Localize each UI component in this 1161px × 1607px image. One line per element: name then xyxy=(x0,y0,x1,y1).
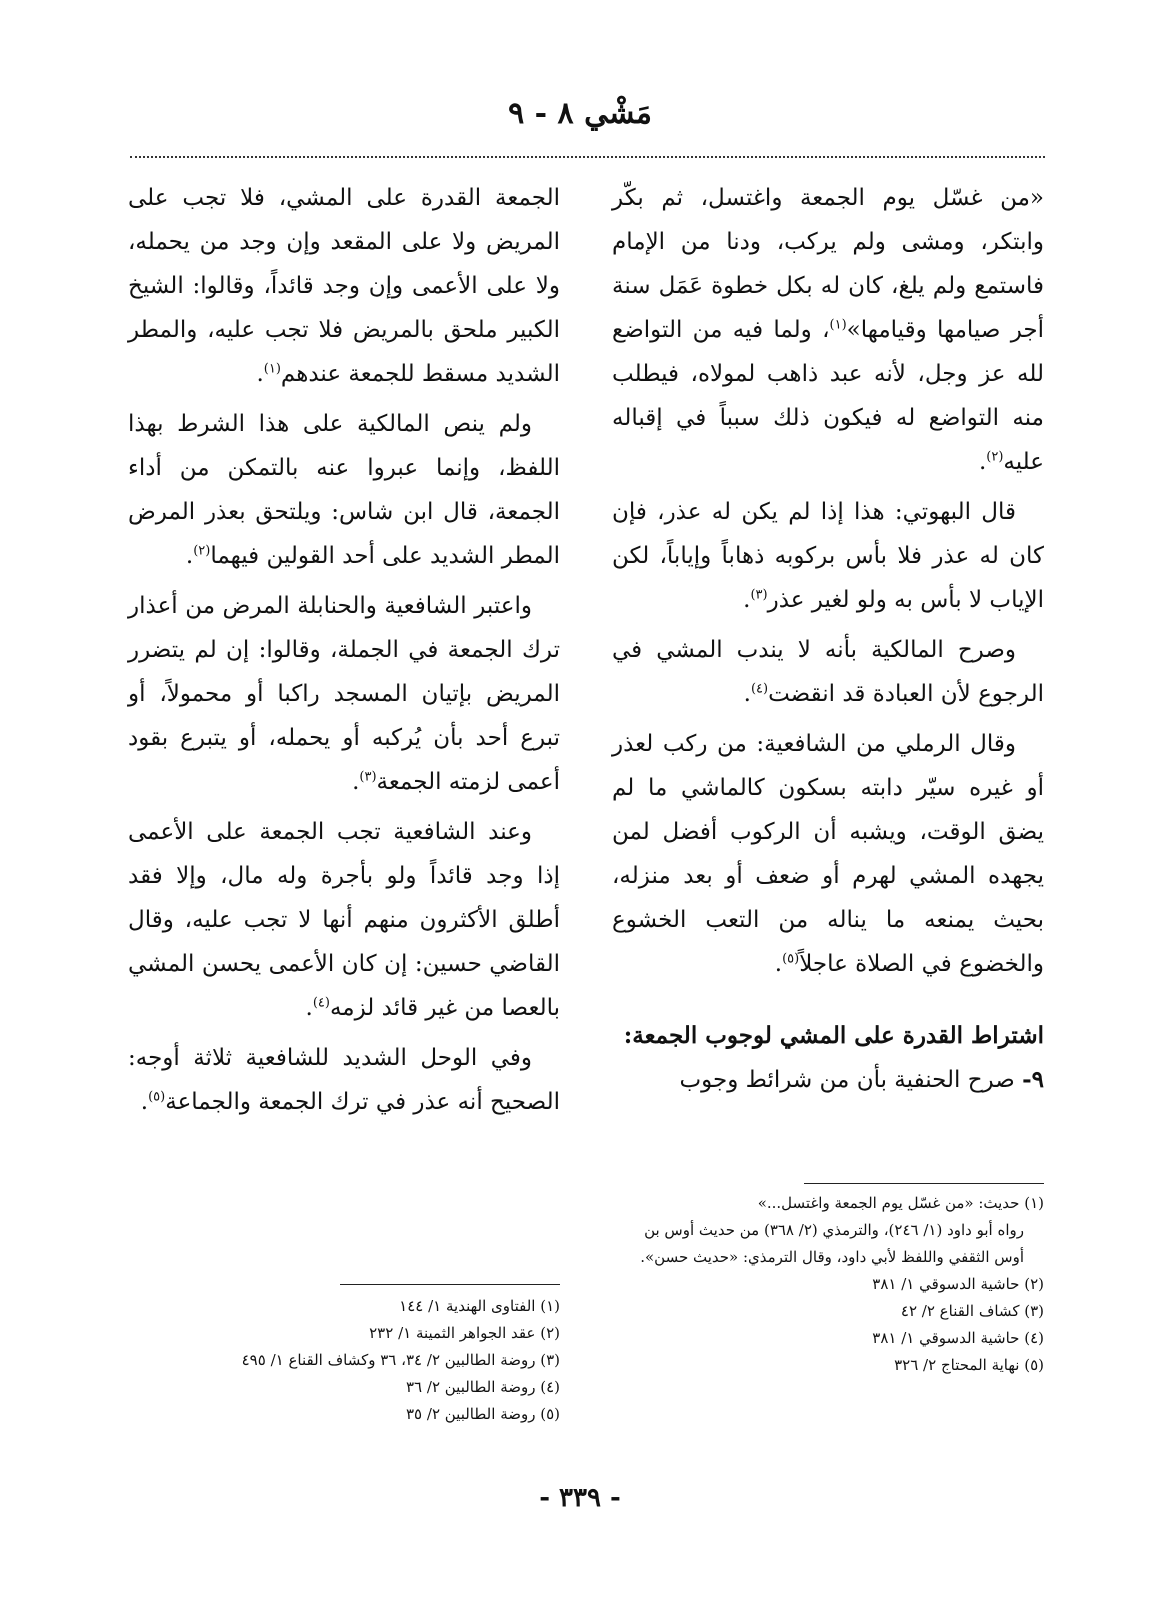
footnote: (٥) روضة الطالبين ٢/ ٣٥ xyxy=(405,1405,560,1423)
footnote: (٣) روضة الطالبين ٢/ ٣٤، ٣٦ وكشاف القناع ١/ ٤٩٥ xyxy=(241,1351,560,1369)
footnote-ref: (٣) xyxy=(750,587,768,603)
footnote: (٢) حاشية الدسوقي ١/ ٣٨١ xyxy=(872,1275,1044,1293)
section-heading xyxy=(612,1014,1044,1058)
footnotes-right xyxy=(612,1190,1044,1379)
paragraph-text: وعند الشافعية تجب الجمعة على الأعمى إذا وجد قائداً ولو بأجرة وله مال، وإلا فقد أطلق الأكثرون منهم أنها لا تجب عليه، وقال القاضي حسين: إن كان الأعمى يحسن المشي بالعصا من غير قائد لزمه xyxy=(128,819,560,1021)
paragraph-text: قال البهوتي: هذا إذا لم يكن له عذر، فإن كان له عذر فلا بأس بركوبه ذهاباً وإياباً، لكن الإياب لا بأس به ولو لغير عذر xyxy=(612,499,1044,613)
footnote-ref: (٥) xyxy=(148,1089,166,1105)
footnote-ref: (٣) xyxy=(359,769,377,785)
footnote: (٢) عقد الجواهر الثمينة ١/ ٢٣٢ xyxy=(369,1324,560,1342)
footnote: (٥) نهاية المحتاج ٢/ ٣٢٦ xyxy=(894,1356,1044,1374)
paragraph xyxy=(128,402,560,578)
footnote-ref: (١) xyxy=(263,361,281,377)
page-title: مَشْي ٨ - ٩ xyxy=(508,96,652,131)
footnotes-left xyxy=(128,1293,560,1428)
footnote-ref: (٢) xyxy=(193,543,211,559)
paragraph-end: . xyxy=(185,543,194,569)
paragraph xyxy=(612,1058,1044,1102)
header-divider xyxy=(130,156,1045,158)
paragraph xyxy=(128,584,560,804)
left-column xyxy=(128,176,560,1130)
paragraph-text: ولم ينص المالكية على هذا الشرط بهذا اللفظ، وإنما عبروا عنه بالتمكن من أداء الجمعة، قال ابن شاس: ويلتحق بعذر المرض المطر الشديد على أحد القولين فيهما xyxy=(128,411,560,569)
paragraph xyxy=(128,1036,560,1124)
footnote-ref: (٢) xyxy=(986,449,1004,465)
footnote: (٣) كشاف القناع ٢/ ٤٢ xyxy=(900,1302,1044,1320)
footnote: (١) الفتاوى الهندية ١/ ١٤٤ xyxy=(399,1297,560,1315)
paragraph-text: الجمعة القدرة على المشي، فلا تجب على المريض ولا على المقعد وإن وجد من يحمله، ولا على الأعمى وإن وجد قائداً، وقالوا: الشيخ الكبير ملحق بالمريض فلا تجب عليه، والمطر الشديد مسقط للجمعة عندهم xyxy=(128,185,560,387)
paragraph xyxy=(128,810,560,1030)
page-number: - ٣٣٩ - xyxy=(539,1483,621,1513)
paragraph-end: . xyxy=(743,681,751,707)
footnote-ref: (٤) xyxy=(312,995,330,1011)
footnote-ref: (١) xyxy=(829,317,847,333)
footnote: رواه أبو داود (١/ ٢٤٦)، والترمذي (٢/ ٣٦٨) من حديث أوس بن أوس الثقفي واللفظ لأبي داود، وقال الترمذي: «حديث حسن». xyxy=(640,1221,1024,1266)
paragraph-end: . xyxy=(256,361,264,387)
paragraph-text: وصرح المالكية بأنه لا يندب المشي في الرجوع لأن العبادة قد انقضت xyxy=(612,637,1044,707)
paragraph-end: . xyxy=(352,769,360,795)
section-number: ٩- xyxy=(1022,1066,1044,1093)
paragraph-end: . xyxy=(978,449,987,475)
paragraph-end: . xyxy=(140,1089,149,1115)
footnote: (٤) حاشية الدسوقي ١/ ٣٨١ xyxy=(872,1329,1044,1347)
footnote: (١) حديث: «من غسّل يوم الجمعة واغتسل...» xyxy=(757,1194,1044,1212)
paragraph xyxy=(128,176,560,396)
section-heading-text: اشتراط القدرة على المشي لوجوب الجمعة: xyxy=(623,1022,1044,1049)
paragraph xyxy=(612,176,1044,484)
paragraph xyxy=(612,490,1044,622)
footnote-ref: (٤) xyxy=(750,681,769,697)
paragraph-text: وقال الرملي من الشافعية: من ركب لعذر أو غيره سيّر دابته بسكون كالماشي ما لم يضق الوقت، ويشبه أن الركوب أفضل لمن يجهده المشي لهرم أو ضعف أو بعد منزله، بحيث يمنعه ما يناله من التعب الخشوع والخضوع في الصلاة عاجلاً xyxy=(612,731,1044,977)
paragraph-text: صرح الحنفية بأن من شرائط وجوب xyxy=(679,1067,1015,1093)
right-column xyxy=(612,176,1044,1108)
paragraph-text: ، ولما فيه من التواضع لله عز وجل، لأنه عبد ذاهب لمولاه، فيطلب منه التواضع له فيكون ذلك سبباً في إقباله عليه xyxy=(612,317,1044,475)
paragraph-end: . xyxy=(774,951,783,977)
footnote-divider xyxy=(340,1284,560,1285)
paragraph-end: . xyxy=(743,587,751,613)
footnote: (٤) روضة الطالبين ٢/ ٣٦ xyxy=(405,1378,560,1396)
paragraph-text: «من غسّل يوم الجمعة واغتسل، ثم بكّر وابتكر، ومشى ولم يركب، ودنا من الإمام فاستمع ولم يلغ، كان له بكل خطوة عَمَل سنة أجر صيامها وقيامها» xyxy=(612,185,1044,343)
footnote-ref: (٥) xyxy=(782,951,800,967)
paragraph-text: واعتبر الشافعية والحنابلة المرض من أعذار ترك الجمعة في الجملة، وقالوا: إن لم يتضرر المريض بإتيان المسجد راكبا أو محمولاً، أو تبرع أحد بأن يُركبه أو يحمله، أو يتبرع بقود أعمى لزمته الجمعة xyxy=(128,593,560,795)
paragraph xyxy=(612,628,1044,716)
paragraph-text: وفي الوحل الشديد للشافعية ثلاثة أوجه: الصحيح أنه عذر في ترك الجمعة والجماعة xyxy=(128,1045,560,1115)
footnote-divider xyxy=(804,1183,1044,1184)
paragraph-end: . xyxy=(305,995,313,1021)
paragraph xyxy=(612,722,1044,986)
